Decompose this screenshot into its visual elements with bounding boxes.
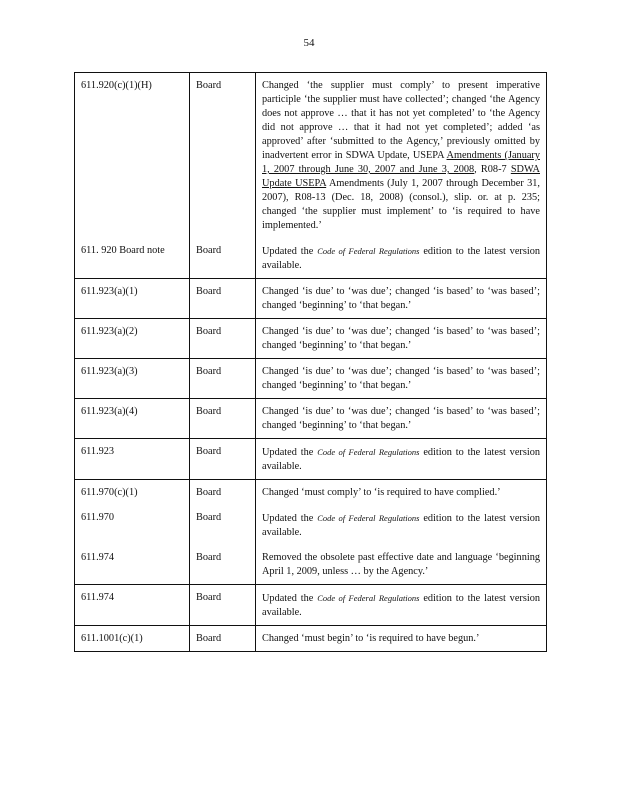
description-text: edition to the latest version available. <box>262 246 540 271</box>
section-cell: 611.970 <box>75 505 190 545</box>
section-cell: 611.923(a)(2) <box>75 319 190 359</box>
source-cell: Board <box>190 626 256 652</box>
source-cell: Board <box>190 279 256 319</box>
source-cell: Board <box>190 359 256 399</box>
section-cell: 611.974 <box>75 585 190 626</box>
section-cell: 611.1001(c)(1) <box>75 626 190 652</box>
change-description-cell <box>256 238 547 279</box>
description-text: Updated the <box>262 593 318 604</box>
cfr-title: Code of Federal Regulations <box>317 447 420 457</box>
underlined-text: SDWA Update USEPA <box>262 164 540 189</box>
description-text: Changed ‘is due’ to ‘was due’; changed ‘is based’ to ‘was based’; changed ‘beginning’ to ‘that began.’ <box>262 406 540 431</box>
description-text: Updated the <box>262 246 318 257</box>
cfr-title: Code of Federal Regulations <box>317 593 420 603</box>
description-text: Changed ‘the supplier must comply’ to present imperative participle ‘the supplier must have collected’; changed ‘the Agency does not approve … that it has not yet completed’ to ‘the Agency did not approve … that it had not yet completed’; added ‘as approved’ after ‘submitted to the Agency,’ previously omitted by inadvertent error in SDWA Update, USEPA <box>262 80 540 161</box>
section-cell: 611.970(c)(1) <box>75 480 190 506</box>
description-text: , R08-7 <box>474 164 511 175</box>
change-description-cell <box>256 585 547 626</box>
source-cell: Board <box>190 238 256 279</box>
source-cell: Board <box>190 505 256 545</box>
description-text: Changed ‘is due’ to ‘was due’; changed ‘is based’ to ‘was based’; changed ‘beginning’ to ‘that began.’ <box>262 366 540 391</box>
table-row <box>75 319 547 359</box>
change-description-cell <box>256 319 547 359</box>
description-text: Removed the obsolete past effective date and language ‘beginning April 1, 2009, unless … by the Agency.’ <box>262 552 540 577</box>
description-text: Updated the <box>262 447 318 458</box>
section-cell: 611. 920 Board note <box>75 238 190 279</box>
description-text: edition to the latest version available. <box>262 447 540 472</box>
change-description-cell <box>256 480 547 506</box>
description-text: Changed ‘must comply’ to ‘is required to have complied.’ <box>262 487 501 498</box>
cfr-title: Code of Federal Regulations <box>317 246 420 256</box>
table-row <box>75 279 547 319</box>
change-description-cell <box>256 359 547 399</box>
source-cell: Board <box>190 399 256 439</box>
section-cell: 611.923(a)(3) <box>75 359 190 399</box>
source-cell: Board <box>190 545 256 585</box>
underlined-text: Amendments (January 1, 2007 through June 30, 2007 and June 3, 2008 <box>262 150 540 175</box>
change-description-cell <box>256 73 547 239</box>
table-row <box>75 505 547 545</box>
table-row <box>75 238 547 279</box>
source-cell: Board <box>190 319 256 359</box>
change-description-cell <box>256 545 547 585</box>
table-row <box>75 585 547 626</box>
source-cell: Board <box>190 585 256 626</box>
table-row <box>75 626 547 652</box>
table-row <box>75 439 547 480</box>
source-cell: Board <box>190 439 256 480</box>
description-text: Amendments (July 1, 2007 through December 31, 2007), R08-13 (Dec. 18, 2008) (consol.), slip. or. at p. 235; changed ‘the supplier must implement’ to ‘is required to have implemented.’ <box>262 178 540 231</box>
page-number: 54 <box>303 37 315 49</box>
section-cell: 611.923 <box>75 439 190 480</box>
section-cell: 611.923(a)(1) <box>75 279 190 319</box>
change-description-cell <box>256 505 547 545</box>
change-description-cell <box>256 279 547 319</box>
change-description-cell <box>256 439 547 480</box>
section-cell: 611.920(c)(1)(H) <box>75 73 190 239</box>
table-row <box>75 399 547 439</box>
description-text: Changed ‘must begin’ to ‘is required to have begun.’ <box>262 633 480 644</box>
description-text: edition to the latest version available. <box>262 593 540 618</box>
changes-table <box>74 72 547 652</box>
section-cell: 611.923(a)(4) <box>75 399 190 439</box>
source-cell: Board <box>190 73 256 239</box>
change-description-cell <box>256 399 547 439</box>
section-cell: 611.974 <box>75 545 190 585</box>
description-text: edition to the latest version available. <box>262 513 540 538</box>
description-text: Updated the <box>262 513 318 524</box>
table-row <box>75 545 547 585</box>
table-row <box>75 73 547 239</box>
change-description-cell <box>256 626 547 652</box>
description-text: Changed ‘is due’ to ‘was due’; changed ‘is based’ to ‘was based’; changed ‘beginning’ to ‘that began.’ <box>262 326 540 351</box>
cfr-title: Code of Federal Regulations <box>317 513 420 523</box>
table-row <box>75 359 547 399</box>
source-cell: Board <box>190 480 256 506</box>
description-text: Changed ‘is due’ to ‘was due’; changed ‘is based’ to ‘was based’; changed ‘beginning’ to ‘that began.’ <box>262 286 540 311</box>
table-row <box>75 480 547 506</box>
